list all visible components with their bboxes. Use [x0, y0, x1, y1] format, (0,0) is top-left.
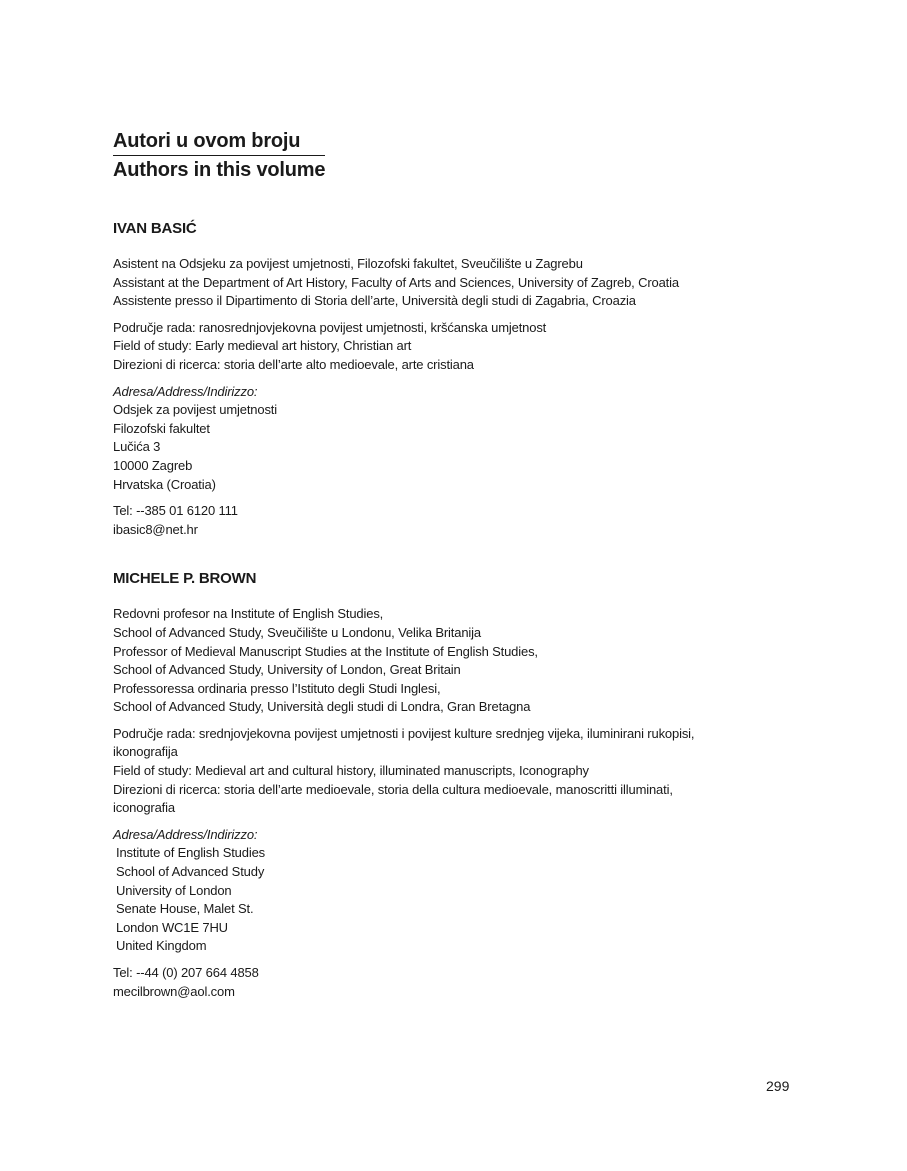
- address-line: London WC1E 7HU: [116, 919, 228, 935]
- address-line: Filozofski fakultet: [113, 420, 210, 436]
- contact-block: [113, 964, 813, 1001]
- email-link[interactable]: ibasic8@net.hr: [113, 521, 198, 537]
- phone: Tel: --44 (0) 207 664 4858: [113, 965, 259, 980]
- affiliation-line: School of Advanced Study, Sveučilište u Londonu, Velika Britanija: [113, 624, 481, 640]
- page-content: [113, 128, 813, 1031]
- author-entry-basic: [113, 219, 813, 539]
- field-line: Field of study: Medieval art and cultural history, illuminated manuscripts, Iconography: [113, 763, 589, 779]
- phone: Tel: --385 01 6120 111: [113, 503, 238, 519]
- section-title: [113, 128, 325, 183]
- author-name: MICHELE P. BROWN: [113, 570, 257, 588]
- affiliation-line: Assistente presso il Dipartimento di Storia dell’arte, Università degli studi di Zagabria, Croazia: [113, 293, 636, 309]
- address-label: Adresa/Address/Indirizzo:: [113, 826, 258, 842]
- address-block: [113, 383, 813, 495]
- field-block: [113, 725, 813, 818]
- address-line: Lučića 3: [113, 439, 161, 455]
- field-line: iconografia: [113, 800, 175, 816]
- field-line: Direzioni di ricerca: storia dell’arte alto medioevale, arte cristiana: [113, 356, 474, 372]
- author-name: IVAN BASIĆ: [113, 220, 197, 237]
- affiliation-block: [113, 605, 813, 717]
- address-line: University of London: [116, 882, 232, 898]
- address-line: Hrvatska (Croatia): [113, 476, 216, 492]
- field-line: Field of study: Early medieval art history, Christian art: [113, 338, 412, 354]
- affiliation-line: Asistent na Odsjeku za povijest umjetnosti, Filozofski fakultet, Sveučilište u Zagrebu: [113, 256, 583, 271]
- title-english: Authors in this volume: [113, 159, 326, 181]
- address-line: Odsjek za povijest umjetnosti: [113, 402, 278, 418]
- affiliation-line: Assistant at the Department of Art History, Faculty of Arts and Sciences, University of Zagreb, Croatia: [113, 274, 679, 290]
- contact-block: [113, 502, 813, 539]
- address-line: 10000 Zagreb: [113, 457, 193, 473]
- email-link[interactable]: mecilbrown@aol.com: [113, 983, 235, 999]
- affiliation-line: School of Advanced Study, Università degli studi di Londra, Gran Bretagna: [113, 699, 531, 715]
- field-line: Područje rada: srednjovjekovna povijest umjetnosti i povijest kulture srednjeg vijeka, iluminirani rukopisi,: [113, 725, 695, 741]
- field-block: [113, 319, 813, 375]
- address-block: [113, 826, 813, 956]
- affiliation-line: Redovni profesor na Institute of English Studies,: [113, 606, 384, 622]
- author-entry-brown: [113, 569, 813, 1001]
- field-line: Područje rada: ranosrednjovjekovna povijest umjetnosti, kršćanska umjetnost: [113, 319, 547, 335]
- address-line: Institute of English Studies: [116, 845, 266, 861]
- address-line: School of Advanced Study: [116, 864, 265, 880]
- affiliation-block: [113, 255, 813, 311]
- address-label: Adresa/Address/Indirizzo:: [113, 383, 258, 399]
- field-line: ikonografija: [113, 744, 178, 760]
- address-line: Senate House, Malet St.: [116, 901, 254, 917]
- title-croatian: Autori u ovom broju: [113, 128, 325, 156]
- field-line: Direzioni di ricerca: storia dell’arte medioevale, storia della cultura medioevale, manoscritti illuminati,: [113, 781, 673, 797]
- affiliation-line: Professoressa ordinaria presso l’Istituto degli Studi Inglesi,: [113, 680, 441, 696]
- address-line: United Kingdom: [116, 938, 207, 954]
- affiliation-line: Professor of Medieval Manuscript Studies at the Institute of English Studies,: [113, 643, 538, 659]
- affiliation-line: School of Advanced Study, University of London, Great Britain: [113, 662, 461, 678]
- page-number: 299: [766, 1078, 790, 1094]
